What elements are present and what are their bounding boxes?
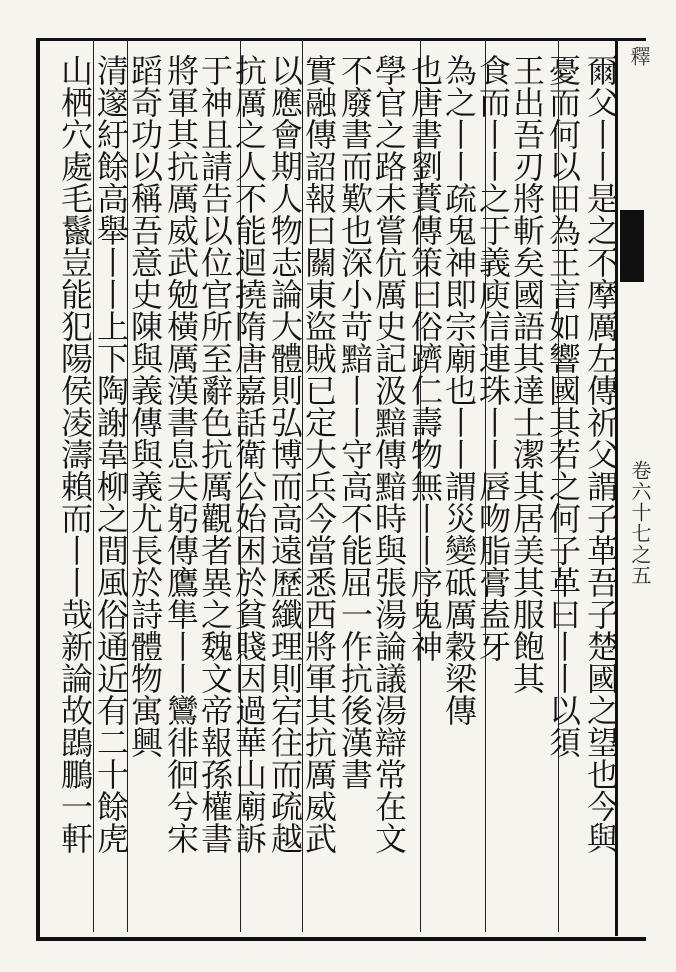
text-column-4: 食而丨丨之于義庾信連珠丨丨唇吻脂膏盍牙	[474, 54, 512, 662]
text-column-6: 也唐書劉蕡傳策曰俗躋仁壽物無丨丨序鬼神	[406, 54, 444, 662]
text-column-2: 憂而何以田為王言如響國其若之何子革曰丨丨以須	[544, 54, 582, 758]
volume-label: 卷六十七之五	[628, 460, 652, 586]
text-column-7: 學官之路未嘗伉厲史記汲黯傳黯時與張湯論議湯辯常在文	[370, 54, 408, 854]
text-column-8: 不廢書而歎也深小苛黯丨丨守高不能屈一作抗後漢書	[336, 54, 374, 790]
text-column-1: 爾父丨丨是之不摩厲左傳祈父謂子革吾子楚國之望也今與	[582, 54, 620, 854]
text-column-5: 為之丨丨疏鬼神即宗廟也丨丨謂災變砥厲穀梁傳	[440, 54, 478, 726]
margin-top-label: 釋	[627, 46, 651, 66]
text-column-16: 山栖穴處毛鬣豈能犯陽侯凌濤賴而丨丨哉新論故鵾鵬一軒	[56, 54, 94, 854]
text-column-11: 抗厲之人不能迴撓隋唐嘉話衛公始困於貧賤因過華山廟訴	[230, 54, 268, 854]
text-column-13: 將軍其抗厲威武勉橫厲漢書息夫躬傳鷹隼丨丨鸞徘徊兮宋	[162, 54, 200, 854]
text-column-3: 王出吾刃將斬矣國語其達士潔其居美其服飽其	[508, 54, 546, 694]
text-column-15: 清邃紆餘高舉丨丨上下陶謝韋柳之間風俗通近有二十餘虎	[92, 54, 130, 854]
text-column-12: 于神且請告以位官所至辭色抗厲觀者異之魏文帝報孫權書	[196, 54, 234, 854]
text-column-14: 蹈奇功以稱吾意史陳與義傳與義尤長於詩體物寓興	[126, 54, 164, 758]
text-column-10: 以應會期人物志論大體則弘博而高遠歷纖理則宕往而疏越	[266, 54, 304, 854]
text-column-9: 實融傳詔報曰關東盜賊已定大兵今當悉西將軍其抗厲威武	[300, 54, 338, 854]
